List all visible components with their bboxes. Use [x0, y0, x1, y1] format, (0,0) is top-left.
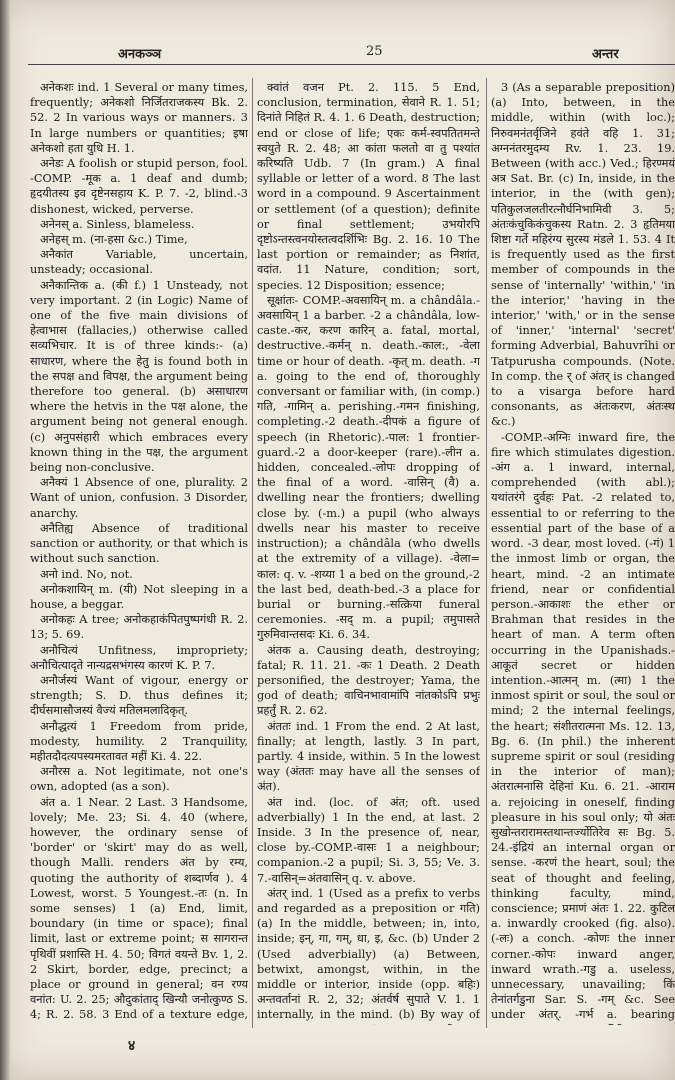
- page-header: [0, 44, 675, 66]
- dictionary-entry: अनौर्जस्यं Want of vigour, energy or strength; S. D. thus defines it; दीर्घसमासौजस्यं वैज्यं मतिलमलादिकृत्.: [30, 673, 248, 718]
- dictionary-entry: अंत ind. (loc. of अंत; oft. used adverbially) 1 In the end, at last. 2 Inside. 3 In the presence of, near, close by.-COMP.-वासः 1 a neighbour; companion.-2 a pupil; Si. 3, 55; Ve. 3. 7.-वासिन्=अंतवासिन् q. v. above.: [257, 795, 480, 885]
- column-divider: [486, 78, 487, 1028]
- dictionary-entry: अनौद्धत्यं 1 Freedom from pride, modesty, humility. 2 Tranquility, महीतदौदत्यपस्यमरतावत महीं Ki. 4. 22.: [30, 719, 248, 763]
- dictionary-entry: सूक्षांतः- COMP.-अवसायिन् m. a chândâla.-अवसायिन् 1 a barber. -2 a chândâla, low-caste.-कर, करण कारिन् a. fatal, mortal, destructive.-कर्मन् n. death.-काल:, -वेला time or hour of death. -कृत् m. death. -ग a. going to the end of, thoroughly conversant or familiar with, (in comp.) गति, -गामिन् a. perishing.-गमन finishing, completing.-2 death.-दीपकं a figure of speech (in Rhetoric).-पाल: 1 frontier-guard.-2 a door-keeper (rare).-लीन a. hidden, concealed.-लोपः dropping of the final of a word. -वासिन् (वै) a. dwelling near the frontiers; dwelling close by. (-m.) a pupil (who always dwells near his master to receive instruction); a chândâla (who dwells at the extremity of a village). -वेला= काल: q. v. -शय्या 1 a bed on the ground,-2 the last bed, death-bed.-3 a place for burial or burning.-सत्क्रिया funeral ceremonies. -सद् m. a pupil; तमुपासते गुरुमिवान्तसदः Ki. 6. 34.: [257, 293, 480, 642]
- header-right-guideword: अन्तर: [592, 47, 619, 62]
- dictionary-entry: अनोकहः A tree; अनोकहाकंपितपुष्पगंधी R. 2. 13; 5. 69.: [30, 613, 248, 642]
- dictionary-entry: अनैकान्तिक a. (की f.) 1 Unsteady, not very important. 2 (in Logic) Name of one of the five main divisions of हेत्वाभास (fallacies,) otherwise called सव्यभिचार. It is of three kinds:- (a) साधारण, where the हेतु is found both in the सपक्ष and विपक्ष, the argument being therefore too general. (b) असाधारण where the hetvis in the पक्ष alone, the argument being not general enough. (c) अनुपसंहारी which embraces every known thing in the पक्ष, the argument being non-conclusive.: [30, 278, 248, 475]
- dictionary-entry: अनौचित्यं Unfitness, impropriety; अनौचित्यादृते नान्यद्रसभंगस्य कारणं K. P. 7.: [30, 643, 248, 672]
- dictionary-entry: अंतर् ind. 1 (Used as a prefix to verbs and regarded as a preposition or गति) (a) In the middle, between; in, into, inside; इन्, गा, गम्, धा, इ, &c. (b) Under 2 (Used adverbially) (a) Between, betwixt, amongst, within, in the middle or interior, inside (opp. बहिः) अन्तवर्तानां R. 2, 32; अंतर्वर्ष सुपाते V. 1. 1 internally, in the mind. (b) By way of: [257, 886, 480, 1022]
- dictionary-entry: अनो ind. No, not.: [40, 567, 133, 581]
- dictionary-entry: अनौरस a. Not legitimate, not one's own, adopted (as a son).: [30, 765, 248, 794]
- dictionary-entry: अनेहस् m. (ना-हसा &c.) Time,: [40, 233, 188, 247]
- text-column-3: [491, 80, 675, 1025]
- dictionary-entry: -COMP.-अग्निः inward fire, the fire which stimulates digestion. -अंग a. 1 inward, internal, comprehended (with abl.); यथांतरंगे दुर्वहः Pat. -2 related to, essential to or referring to the essential part of the base of a word. -3 dear, most loved. (-गं) 1 the inmost limb or organ, the heart, mind. -2 an intimate friend, near or confidential person.-आकाशः the ether or Brahman that resides in the heart of man. A term often occurring in the Upanishads.-आकूतं secret or hidden intention.-आत्मन् m. (त्मा) 1 the inmost spirit or soul, the soul or mind; 2 the internal feelings, the heart; संशीतरात्मना Ms. 12. 13, Bg. 6. (In phil.) the inherent supreme spirit or soul (residing in the interior of man); अंतरात्मनासि देहिनां Ku. 6. 21. -आराम a. rejoicing in oneself, finding pleasure in his soul only; यो अंतः सुखोन्तरारामस्तथान्तर्ज्योतिरेव सः Bg. 5. 24.-इंद्रियं an internal organ or sense. -करणं the heart, soul; the seat of thought and feeling, thinking faculty, mind, conscience; प्रमाणं अंतः 1. 22. कुटिल a. inwardly crooked (fig. also). (-लः) a conch. -कोणः the inner corner.-कोपः inward anger, inward wrath.-गडु a. useless, unnecessary, unavailing; किं तेनांतर्गडुना Sar. S. -गम् &c. See under अंतर्. -गर्भ a. bearing: [491, 430, 675, 1022]
- dictionary-entry: अनोकशायिन् m. (यी) Not sleeping in a house, a beggar.: [30, 582, 248, 611]
- text-column-1: [30, 80, 248, 1025]
- dictionary-entry: अनेडः A foolish or stupid person, fool. -COMP. -मूक a. 1 deaf and dumb; हृदयीतस्य इव दृष्टेनसहाय K. P. 7. -2, blind.-3 dishonest, wicked, perverse.: [30, 157, 248, 216]
- dictionary-entry: अंत a. 1 Near. 2 Last. 3 Handsome, lovely; Me. 23; Si. 4. 40 (where, however, the ordinary sense of 'border' or 'skirt' may do as well, though Malli. renders अंत by रम्य, quoting the authority of शब्दार्णव ). 4 Lowest, worst. 5 Youngest.-तः (n. In some senses) 1 (a) End, limit, boundary (in time or space); final limit, last or extreme point; स सागरान्त पृथिवीं प्रशास्ति H. 4. 50; विगतं वयन्ते Bv. 1, 2. 2 Skirt, border, edge, precinct; a place or ground in general; वन रण्य वनांत: U. 2. 25; औदुकांताद् खिन्यौ जनोत्कुण्ठ S. 4; R. 2. 58. 3 End of a texture edge,: [30, 795, 248, 1022]
- dictionary-entry: अनैकांत Variable, uncertain, unsteady; occasional.: [30, 248, 248, 277]
- header-rule: [28, 64, 675, 65]
- page-binding-shadow: [0, 0, 10, 1080]
- header-left-guideword: अनकञ्ञ: [118, 47, 162, 62]
- dictionary-entry: क्वांतं वजन Pt. 2. 115. 5 End, conclusion, termination, सेवाने R. 1. 51; दिनांते निहितं R. 4. 1. 6 Death, destruction; end or close of life; एकः कर्म-स्वपतितमन्ते स्वयुते R. 2. 48; आ कांता फलतो वा तु पश्यांत करिष्यति Udb. 7 (In gram.) A final syllable or letter of a word. 8 The last word in a compound. 9 Ascertainment or settlement (of a question); definite or final settlement; उभयोरपि दृष्टोऽन्तस्त्वनयोस्तत्वदर्शिभिः Bg. 2. 16. 10 The last portion or remainder; as निशांत, वदांत. 11 Nature, condition; sort, species. 12 Disposition; essence;: [257, 81, 480, 292]
- dictionary-entry: 3 (As a separable preposition) (a) Into, between, in the middle, within (with loc.); निरुवमनंतर्वृजिने हवंते वहि 1. 31; अग्ननंतरमुदम्य Rv. 1. 23. 19. Between (with acc.) Ved.; हिरण्मयं अत्र Sat. Br. (c) In, inside, in the interior, in the (with gen); पतिकुलजलतीरत्नौर्घनिभामिवी 3. 5; अंतःकंचुकिकंचुकस्य Ratn. 2. 3 हृतिमया शिष्टा गर्ते महिरंग्य सुरस्य मंडले 1. 53. 4 It is frequently used as the first member of compounds in the sense of 'internally' 'within,' 'in the interior,' 'having in the interior,' 'with,' or in the sense of 'inner,' 'internal' 'secret' forming Adverbial, Bahuvrîhi or Tatpurusha compounds. (Note. In comp. the र् of अंतर् is changed to a visarga before hard consonants, as अंतःकरण, अंतःस्थ &c.): [491, 81, 675, 429]
- dictionary-entry: अनैतिह्य Absence of traditional sanction or authority, or that which is without such sanction.: [30, 521, 248, 566]
- text-column-2: [257, 80, 480, 1025]
- dictionary-entry: अनेनस् a. Sinless, blameless.: [40, 217, 195, 231]
- footer-signature-mark: ४: [128, 1038, 136, 1054]
- page-number: 25: [366, 44, 383, 59]
- dictionary-entry: अनेकशः ind. 1 Several or many times, frequently; अनेकशो निर्जितराजकस्य Bk. 2. 52. 2 In various ways or manners. 3 In large numbers or quantities; इषा अनेकशो हता युधि H. 1.: [30, 81, 248, 155]
- dictionary-entry: अंतक a. Causing death, destroying; fatal; R. 11. 21. -कः 1 Death. 2 Death personified, the destroyer; Yama, the god of death; वाचिनभावामांपि नांतकोऽपि प्रभुः प्रहर्तुं R. 2. 62.: [257, 643, 480, 718]
- dictionary-entry: अंततः ind. 1 From the end. 2 At last, finally; at length, lastly. 3 In part, partly. 4 inside, within. 5 In the lowest way (अंततः may have all the senses of अंत).: [257, 719, 480, 794]
- dictionary-entry: अनैक्यं 1 Absence of one, plurality. 2 Want of union, confusion. 3 Disorder, anarchy.: [30, 476, 248, 520]
- column-divider: [252, 78, 253, 1028]
